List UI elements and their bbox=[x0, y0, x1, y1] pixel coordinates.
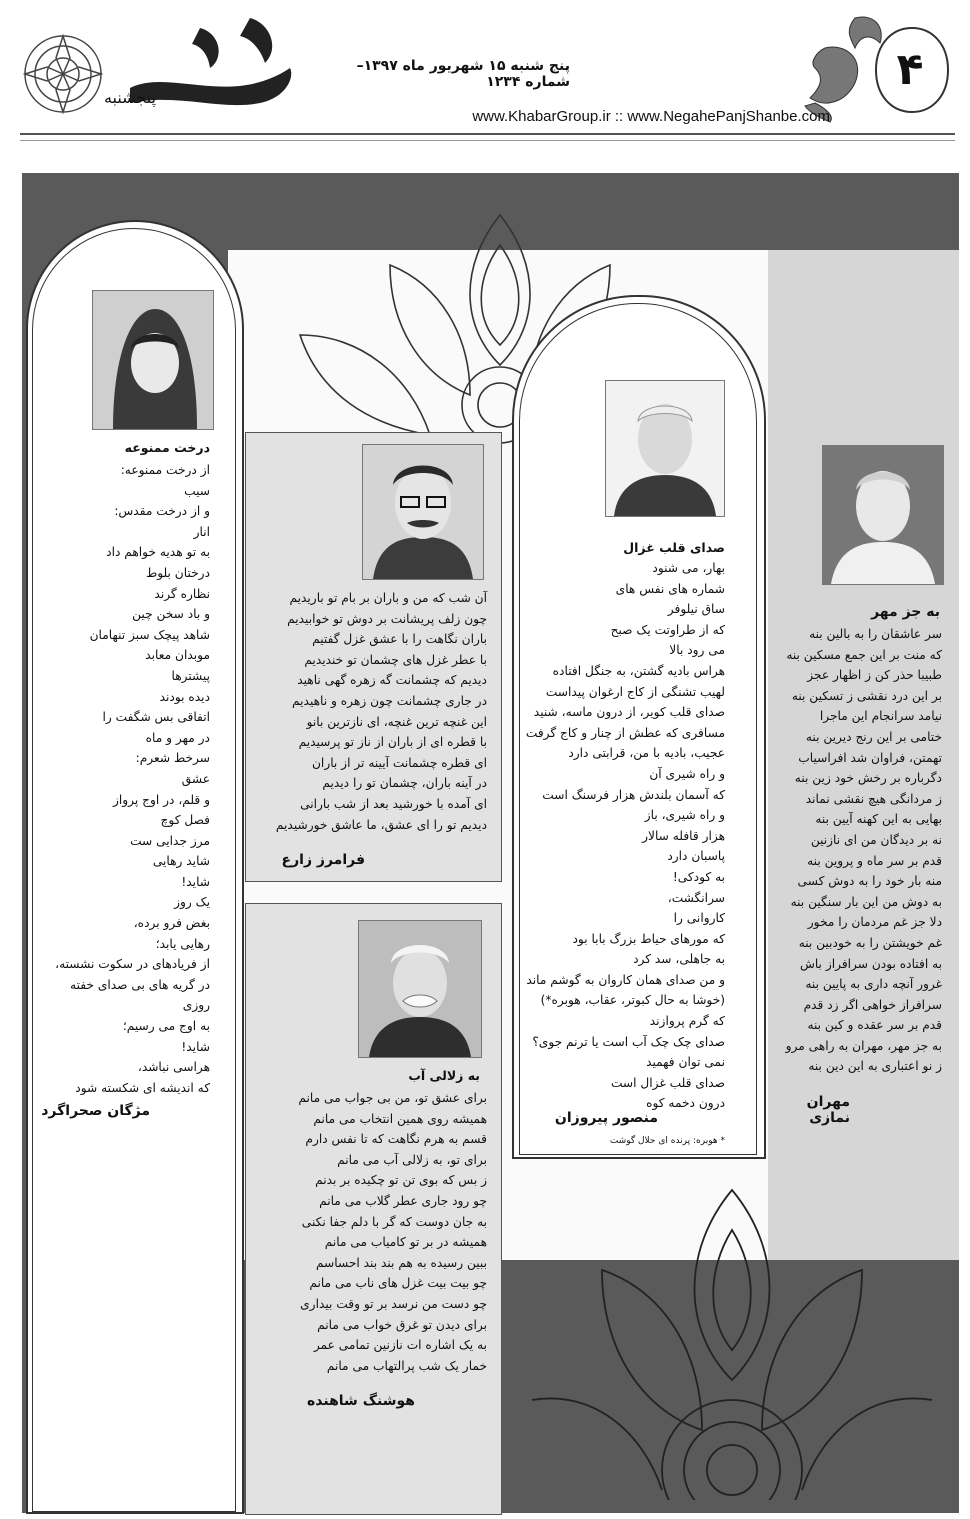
poem-body-right bbox=[775, 624, 942, 1077]
poem-body-center-left-top bbox=[262, 588, 487, 835]
poem-line: به کودکی! bbox=[672, 869, 725, 884]
poem-body-center-right bbox=[525, 558, 725, 1114]
author-photo-pirouzan bbox=[605, 380, 725, 517]
header-rule bbox=[20, 133, 955, 135]
poem-line: درختان بلوط bbox=[145, 565, 210, 580]
poem-line: به جان دوست که گر با دلم جفا نکنی bbox=[301, 1214, 487, 1229]
poem-line: سرانگشت، bbox=[667, 890, 725, 905]
poem-line: چون زلف پریشانت بر دوش تو خوابیدیم bbox=[287, 611, 487, 626]
poem-line: بر این درد نقشی ز تسکین بنه bbox=[791, 688, 942, 703]
poem-line: ساق نیلوفر bbox=[667, 602, 725, 617]
poem-line: که از طراوتت یک صبح bbox=[610, 622, 725, 637]
masthead bbox=[0, 0, 970, 145]
poem-line: کاروانی را bbox=[673, 911, 725, 926]
poem-line: رهایی یابد؛ bbox=[155, 936, 210, 951]
poem-line: نمی توان فهمید bbox=[646, 1055, 725, 1070]
poem-line: غم خویشتن را به خودبین بنه bbox=[798, 935, 942, 950]
poem-body-left bbox=[50, 460, 210, 1098]
poem-line: به جز مهر، مهران به راهی مرو bbox=[785, 1038, 942, 1053]
poem-line: (خوشا به حال کبوتر، عقاب، هوبره*) bbox=[540, 993, 725, 1008]
author-name-namazi: مهران نمازی bbox=[806, 1094, 850, 1126]
poem-line: عشق bbox=[181, 771, 210, 786]
poem-line: نه بر دیدگان من ای نازنین bbox=[810, 832, 942, 847]
poem-line: یک روز bbox=[174, 895, 210, 910]
header-rule-thin bbox=[20, 140, 955, 141]
poem-line: که گرم پروازند bbox=[649, 1014, 725, 1029]
poem-line: قدم بر سر ماه و پروین بنه bbox=[807, 853, 942, 868]
poem-title-pirouzan: صدای قلب غزال bbox=[623, 540, 725, 555]
poem-line: و از درخت مقدس: bbox=[114, 504, 210, 519]
poem-line: برای دیدن تو غرق خواب می مانم bbox=[317, 1317, 487, 1332]
poem-line: با عطر غزل های چشمان تو خندیدیم bbox=[304, 652, 487, 667]
poem-line: در گریه های بی صدای خفته bbox=[70, 977, 210, 992]
poem-line: شاهد پیچک سبز تنهامان bbox=[89, 627, 210, 642]
poem-line: نیامد سرانجام این ماجرا bbox=[819, 709, 942, 724]
poem-line: قدم بر سر عقده و کین بنه bbox=[807, 1018, 942, 1033]
poem-line: غرور آنچه داری به پایین بنه bbox=[805, 977, 942, 992]
poem-line: در جاری چشمانت چون زهره و ناهیدیم bbox=[292, 693, 487, 708]
poem-title-namazi: به جز مهر bbox=[871, 604, 940, 620]
poem-line: و قلم، در اوج پرواز bbox=[112, 792, 210, 807]
logo-subtitle: پنجشنبه bbox=[103, 88, 157, 107]
poem-line: و راه شیری آن bbox=[649, 766, 725, 781]
poem-line: دگرباره بر رخش خود زین بنه bbox=[794, 771, 942, 786]
poem-line: به جاهلی، سد کرد bbox=[633, 952, 725, 967]
poem-line: تهمتن، فراوان شد افراسیاب bbox=[798, 750, 942, 765]
poem-line: به تو هدیه خواهم داد bbox=[106, 545, 210, 560]
poem-line: این غنچه ترین غنچه، ای نازترین بانو bbox=[306, 714, 487, 729]
poem-line: همیشه در بر تو کامیاب می مانم bbox=[324, 1235, 487, 1250]
poem-body-center-left-bottom bbox=[262, 1088, 487, 1376]
poem-line: بهار، می شنود bbox=[652, 561, 725, 575]
poem-line: سرافراز خواهی اگر زد قدم bbox=[803, 997, 942, 1012]
author-photo-shahandeh bbox=[358, 920, 482, 1058]
poem-line: از درخت ممنوعه: bbox=[120, 463, 210, 477]
poem-line: هراسی نباشد، bbox=[137, 1060, 210, 1075]
poem-line: دیدیم تو را ای عشق، ما عاشق خورشیدیم bbox=[275, 817, 487, 832]
poem-line: فصل کوچ bbox=[160, 813, 210, 828]
page-number: ۴ bbox=[896, 44, 924, 95]
poem-line: شاید رهایی bbox=[152, 854, 210, 869]
poem-line: برای تو، به زلالی آب می مانم bbox=[337, 1152, 487, 1167]
poem-line: منه بار خود را به دوش کسی bbox=[797, 874, 942, 889]
author-photo-zare bbox=[362, 444, 484, 580]
poem-line: مسافری که عطش از چنار و کاج گرفت bbox=[525, 725, 725, 740]
poem-line: موبدان معابد bbox=[145, 648, 210, 663]
poem-line: همیشه روی همین انتخاب می مانم bbox=[313, 1111, 487, 1126]
poem-line: اتفاقی بس شگفت را bbox=[102, 710, 210, 725]
poem-line: هزار قافله سالار bbox=[642, 828, 725, 843]
poem-line: که آسمان بلندش هزار فرسنگ است bbox=[542, 787, 725, 802]
poem-line: ختامی بر این رنج دیرین بنه bbox=[805, 729, 942, 744]
poem-line: روزی bbox=[182, 998, 210, 1013]
footnote-hobareh: * هوبره: پرنده ای حلال گوشت bbox=[609, 1136, 725, 1146]
poem-line: باران نگاهت را با عشق غزل گفتیم bbox=[312, 632, 487, 647]
poem-line: پاسبان دارد bbox=[667, 849, 725, 864]
author-photo-sahragard bbox=[92, 290, 214, 430]
issue-dateline: پنج شنبه ۱۵ شهریور ماه ۱۳۹۷– شماره ۱۲۳۴ bbox=[356, 58, 570, 90]
poem-line: به دوش من این بار سنگین بنه bbox=[790, 894, 942, 909]
poem-line: ببین رسیده به هم بند بند احساسم bbox=[315, 1255, 487, 1270]
poem-line: صدای قلب کویر، از درون ماسه، شنید bbox=[533, 705, 725, 720]
poem-line: چو بیت بیت غزل های ناب می مانم bbox=[309, 1276, 487, 1291]
author-name-pirouzan: منصور پیروزان bbox=[554, 1110, 658, 1126]
poem-line: لهیب تشنگی از کاج ارغوان پیداست bbox=[545, 684, 725, 699]
poem-line: نظاره گرند bbox=[154, 586, 210, 601]
poem-title-shahandeh: به زلالی آب bbox=[408, 1068, 480, 1083]
poem-line: ز نو اعتباری به این دین بنه bbox=[808, 1059, 942, 1074]
poem-line: بغض فرو برده، bbox=[133, 916, 210, 931]
poem-line: دیده بودند bbox=[159, 689, 210, 704]
poem-line: چو رود جاری عطر گلاب می مانم bbox=[319, 1193, 487, 1208]
poem-line: سیب bbox=[184, 483, 210, 498]
poem-line: ز مردانگی هیچ نقشی نماند bbox=[805, 791, 942, 806]
poem-line: آن شب که من و باران بر بام تو باریدیم bbox=[289, 591, 487, 605]
poem-line: صدای قلب غزال است bbox=[610, 1075, 725, 1090]
poem-line: و راه شیری، باز bbox=[644, 808, 725, 823]
poem-line: صدای چک چک آب است یا ترنم جوی؟ bbox=[532, 1034, 725, 1049]
poem-line: در مهر و ماه bbox=[145, 730, 210, 745]
poem-line: می رود بالا bbox=[669, 643, 725, 658]
poem-line: مرز جدایی ست bbox=[130, 833, 210, 848]
poem-line: شاید! bbox=[181, 1039, 210, 1054]
poem-line: که منت بر این جمع مسکین بنه bbox=[786, 647, 942, 662]
poem-line: به افتاده بودن سرافراز باش bbox=[799, 956, 942, 971]
poem-line: درون دخمه کوه bbox=[646, 1096, 725, 1111]
poem-line: سر عاشقان را به بالین بنه bbox=[809, 627, 942, 641]
poem-line: که مورهای حیاط بزرگ بابا بود bbox=[572, 931, 725, 946]
poem-line: خمار یک شب پرالتهاب می مانم bbox=[326, 1358, 487, 1373]
poem-line: انار bbox=[193, 524, 210, 539]
poem-line: ز بس که بوی تن تو چکیده بر بدنم bbox=[315, 1173, 487, 1188]
mandala-decoration-icon bbox=[512, 1170, 952, 1500]
author-name-zare: فرامرز زارع bbox=[281, 852, 365, 868]
poem-line: و باد سخن چین bbox=[132, 607, 210, 622]
poem-line: سرخط شعرم: bbox=[135, 751, 210, 766]
poem-line: و من صدای همان کاروان به گوشم ماند bbox=[526, 972, 725, 987]
poem-line: به اوج می رسیم؛ bbox=[122, 1019, 210, 1034]
author-name-shahandeh: هوشنگ شاهنده bbox=[307, 1393, 415, 1409]
poem-line: چو دست من نرسد بر تو وقت بیداری bbox=[300, 1296, 487, 1311]
poem-line: ای قطره چشمانت آیینه تر از باران bbox=[311, 755, 487, 770]
poem-line: شماره های نفس های bbox=[615, 581, 725, 596]
poem-line: ای آمده با خورشید بعد از شب بارانی bbox=[300, 796, 487, 811]
poem-line: با قطره ای از باران از ناز تو پرسیدیم bbox=[298, 735, 487, 750]
poem-line: قسم به هرم نگاهت که تا نفس دارم bbox=[305, 1132, 487, 1147]
poem-line: دلا جز غم مردمان را مخور bbox=[807, 915, 942, 930]
poem-title-left: درخت ممنوعه bbox=[124, 440, 210, 455]
poem-line: پیشترها bbox=[171, 668, 210, 683]
author-name-left: مژگان صحراگرد bbox=[41, 1103, 150, 1119]
poem-line: بهایی به این کهنه آیین بنه bbox=[815, 812, 942, 827]
poem-line: دیدیم که چشمانت گه زهره گهی ناهید bbox=[297, 673, 487, 688]
websites-link[interactable]: www.KhabarGroup.ir :: www.NegahePanjShanbe.com bbox=[472, 108, 830, 125]
poem-line: از فریادهای در سکوت نشسته، bbox=[55, 957, 210, 972]
poem-line: شاید! bbox=[181, 874, 210, 889]
poem-line: عجیب، بادیه با من، قرابتی دارد bbox=[568, 746, 725, 761]
author-photo-namazi bbox=[822, 445, 944, 585]
poem-line: طبیبا حذر کن ز اظهار عجز bbox=[807, 668, 942, 683]
poem-line: در آینه باران، چشمان تو را دیدیم bbox=[322, 776, 487, 791]
poem-line: برای عشق تو، من بی جواب می مانم bbox=[298, 1091, 487, 1105]
poem-line: هراس بادیه گشتن، به جنگل افتاده bbox=[552, 663, 725, 678]
poem-line: به یک اشاره ات نازنین تمامی عمر bbox=[313, 1338, 487, 1353]
poem-line: که اندیشه ای شکسته شود bbox=[75, 1080, 210, 1095]
